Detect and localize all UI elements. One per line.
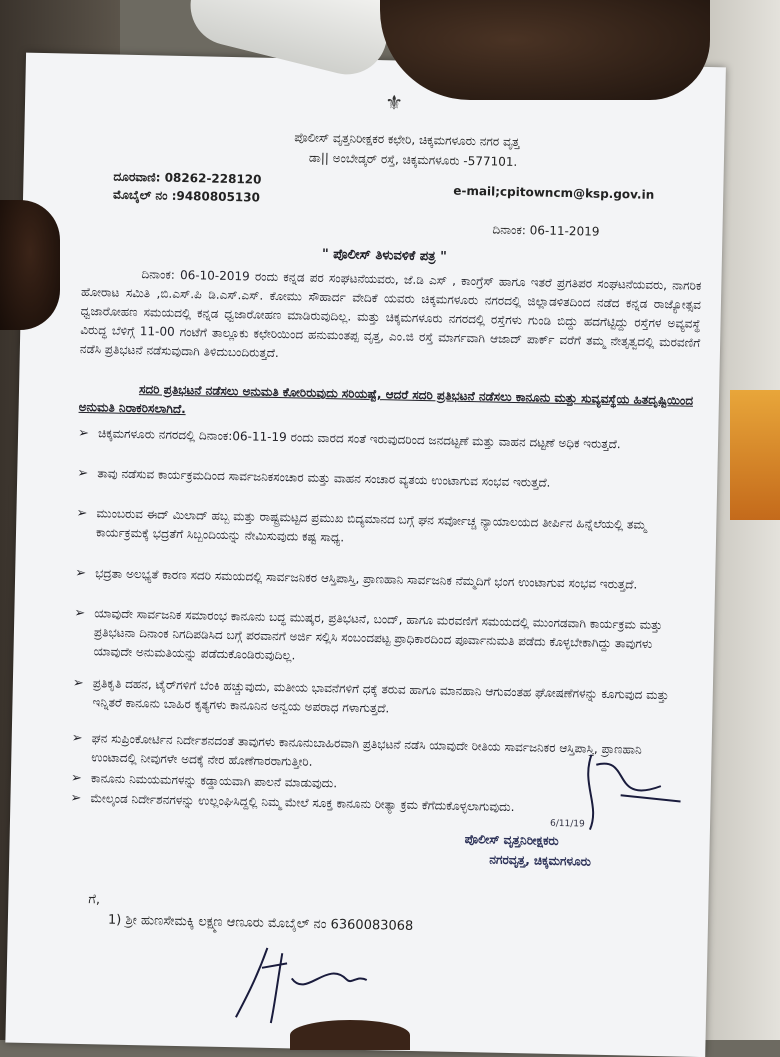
- denial-paragraph: ಸದರಿ ಪ್ರತಿಭಟನೆ ನಡೆಸಲು ಅನುಮತಿ ಕೋರಿರುವುದು ಸರಿಯಷ್ಟೆ, ಆದರೆ ಸದರಿ ಪ್ರತಿಭಟನೆ ನಡೆಸಲು ಕಾನೂನು ಮತ್ತು ಸುವ್ಯವಸ್ಥೆಯ ಹಿತದೃಷ್ಟಿಯಿಂದ ಅನುಮತಿ ನಿರಾಕರಿಸಲಾಗಿದೆ.: [78, 382, 694, 417]
- arrow-icon: ➢: [70, 790, 82, 806]
- point-5: ➢ ಯಾವುದೇ ಸಾರ್ವಜನಿಕ ಸಮಾರಂಭ ಕಾನೂನು ಬದ್ಧ ಮುಷ್ಕರ, ಪ್ರತಿಭಟನೆ, ಬಂದ್, ಹಾಗೂ ಮರವಣಿಗೆ ಸಮಯದಲ್ಲಿ ಮುಂಗಡವಾಗಿ ಕಾರ್ಯಕ್ರಮ ಮತ್ತು ಪ್ರತಿಭಟನಾ ದಿನಾಂಕ ನಿಗದಿಪಡಿಸಿದ ಬಗ್ಗೆ ಪರವಾನಗೆ ಅರ್ಜಿ ಸಲ್ಲಿಸಿ ಸಂಬಂದಪಟ್ಟ ಪ್ರಾಧಿಕಾರದಿಂದ ಪೂರ್ವಾನುಮತಿ ಪಡೆದು ಕೊಳ್ಳಬೇಕಾಗಿದ್ದು ತಾವುಗಳು ಯಾವುದೇ ಅನುಮತಿಯನ್ನು ಪಡೆದುಕೊಂಡಿರುವುದಿಲ್ಲ.: [74, 605, 663, 663]
- background-object: [730, 390, 780, 520]
- arrow-icon: ➢: [77, 465, 89, 482]
- point-7: ➢ ಘನ ಸುಪ್ರಿಂಕೋರ್ಟಿನ ನಿರ್ದೇಶನದಂತೆ ತಾವುಗಳು ಕಾನೂನುಬಾಹಿರವಾಗಿ ಪ್ರತಿಭಟನೆ ನಡೆಸಿ ಯಾವುದೇ ರೀತಿಯ ಸಾರ್ವಜನಿಕರ ಆಸ್ತಿಪಾಸ್ತಿ, ಪ್ರಾಣಹಾನಿ ಉಂಟಾದಲ್ಲಿ ನೀವುಗಳೇ ಅದಕ್ಕೆ ನೇರ ಹೊಣೆಗಾರರಾಗುತ್ತೀರಿ.: [71, 730, 642, 769]
- arrow-icon: ➢: [70, 770, 82, 786]
- signature-date: 6/11/19: [549, 818, 585, 830]
- thumb-left: [0, 200, 60, 330]
- intro-paragraph: ದಿನಾಂಕ: 06-10-2019 ರಂದು ಕನ್ನಡ ಪರ ಸಂಘಟನೆಯವರು, ಜೆ.ಡಿ ಎಸ್ , ಕಾಂಗ್ರೆಸ್ ಹಾಗೂ ಇತರೆ ಪ್ರಗತಿಪರ ಸಂಘಟನೆಯವರು, ನಾಗರಿಕ ಹೋರಾಟ ಸಮಿತಿ ,ಬಿ.ಎಸ್.ಪಿ ಡಿ.ಎಸ್.ಎಸ್. ಕೋಮು ಸೌಹಾರ್ದ ವೇದಿಕೆ ಯವರು ಚಿಕ್ಕಮಗಳೂರು ನಗರದಲ್ಲಿ ಜಿಲ್ಲಾಡಳಿತದಿಂದ ನಡೆದ ಕನ್ನಡ ರಾಜ್ಯೋತ್ಸವ ಧ್ವಜಾರೋಹಣ ಸಮಯದಲ್ಲಿ ಕನ್ನಡ ಧ್ವಜಾರೋಹಣ ಮಾಡಿರುವುದಿಲ್ಲ. ಮತ್ತು ಚಿಕ್ಕಮಗಳೂರು ನಗರದಲ್ಲಿ ರಸ್ತೆಗಳು ಗುಂಡಿ ಬಿದ್ದು ಹದಗೆಟ್ಟಿದ್ದು ರಸ್ತೆಗಳ ಅವ್ಯವಸ್ಥೆ ವಿರುದ್ಧ ಬೆಳಿಗ್ಗೆ 11-00 ಗಂಟೆಗೆ ತಾಲ್ಲೂಕು ಕಛೇರಿಯಿಂದ ಹನುಮಂತಪ್ಪ ವೃತ್ತ, ಎಂ.ಜಿ ರಸ್ತೆ ಮಾರ್ಗವಾಗಿ ಆಜಾದ್ ಪಾರ್ಕ್ ವರೆಗೆ ತಮ್ಮ ನೇತೃತ್ವದಲ್ಲಿ ಮರವಣಿಗೆ ನಡೆಸಿ ಪ್ರತಿಭಟನೆ ನಡೆಸುವುದಾಗಿ ತಿಳಿದುಬಂದಿರುತ್ತದೆ.: [79, 267, 702, 361]
- arrow-icon: ➢: [77, 425, 90, 442]
- office-name: ಪೊಲೀಸ್ ವೃತ್ತನಿರೀಕ್ಷಕರ ಕಛೇರಿ, ಚಿಕ್ಕಮಗಳೂರು ನಗರ ವೃತ್ತ: [294, 130, 520, 150]
- finger-bottom: [290, 1020, 410, 1050]
- signature-office: ನಗರವೃತ್ತ, ಚಿಕ್ಕಮಗಳೂರು: [489, 852, 591, 869]
- emblem-icon: ⚜: [384, 90, 404, 115]
- arrow-icon: ➢: [71, 730, 83, 747]
- point-3: ➢ ಮುಂಬರುವ ಈದ್ ಮಿಲಾದ್ ಹಬ್ಬ ಮತ್ತು ರಾಷ್ಟ್ರಮಟ್ಟದ ಪ್ರಮುಖ ಬಿದ್ಯಮಾನದ ಬಗ್ಗೆ ಘನ ಸರ್ವೋಚ್ಚ ನ್ಯಾಯಾಲಯದ ತೀರ್ಪಿನ ಹಿನ್ನೆಲೆಯಲ್ಲಿ ತಮ್ಮ ಕಾರ್ಯಕ್ರಮಕ್ಕೆ ಭದ್ರತೆಗೆ ಸಿಬ್ಬಂದಿಯನ್ನು ನೇಮಿಸುವುದು ಕಷ್ಟ ಸಾಧ್ಯ.: [76, 505, 647, 545]
- arrow-icon: ➢: [76, 505, 88, 522]
- recipient-signature: [226, 937, 378, 1030]
- point-4: ➢ ಭದ್ರತಾ ಅಲಭ್ಯತೆ ಕಾರಣ ಸದರಿ ಸಮಯದಲ್ಲಿ ಸಾರ್ವಜನಿಕರ ಆಸ್ತಿಪಾಸ್ತಿ, ಪ್ರಾಣಹಾನಿ ಸಾರ್ವಜನಿಕ ನೆಮ್ಮದಿಗೆ ಭಂಗ ಉಂಟಾಗುವ ಸಂಭವ ಇರುತ್ತದೆ.: [75, 565, 638, 592]
- letter-title: " ಪೊಲೀಸ್ ತಿಳುವಳಿಕೆ ಪತ್ರ ": [321, 246, 448, 265]
- point-9: ➢ ಮೇಲ್ಕಂಡ ನಿರ್ದೇಶನಗಳನ್ನು ಉಲ್ಲಂಘಿಸಿದ್ದಲ್ಲಿ ನಿಮ್ಮ ಮೇಲೆ ಸೂಕ್ತ ಕಾನೂನು ರೀತ್ಯಾ ಕ್ರಮ ಕೆಗೆದುಕೊಳ್ಳಲಾಗುವುದು.: [70, 790, 515, 815]
- to-label: ಗೆ,: [88, 892, 101, 908]
- arrow-icon: ➢: [72, 675, 84, 692]
- arrow-icon: ➢: [74, 605, 86, 622]
- point-8: ➢ ಕಾನೂನು ನಿಮಯಮಗಳನ್ನು ಕಡ್ಡಾಯವಾಗಿ ಪಾಲನೆ ಮಾಡುವುದು.: [70, 770, 338, 791]
- point-6: ➢ ಪ್ರತಿಕೃತಿ ದಹನ, ಟೈರ್‌ಗಳಿಗೆ ಬೆಂಕಿ ಹಚ್ಚುವುದು, ಮತೀಯ ಭಾವನೆಗಳಿಗೆ ಧಕ್ಕೆ ತರುವ ಹಾಗೂ ಮಾನಹಾನಿ ಆಗುವಂತಹ ಘೋಷಣೆಗಳನ್ನು ಕೂಗುವುದ ಮತ್ತು ಇನ್ನಿತರೆ ಕಾನೂನು ಬಾಹಿರ ಕೃತ್ಯಗಳು ಕಾನೂನಿನ ಅನ್ವಯ ಅಪರಾಧ ಗಳಾಗುತ್ತದೆ.: [72, 675, 669, 716]
- officer-signature: [570, 744, 692, 836]
- hand-top: [380, 0, 710, 100]
- signature-designation: ಪೊಲೀಸ್ ವೃತ್ತನಿರೀಕ್ಷಕರು: [464, 832, 559, 848]
- letter-paper: [5, 53, 726, 1057]
- letter-date: ದಿನಾಂಕ: 06-11-2019: [492, 222, 600, 239]
- mobile-number: ಮೊಬೈಲ್ ನಂ :9480805130: [112, 187, 261, 205]
- office-address: ಡಾ|| ಅಂಬೇಡ್ಕರ್ ರಸ್ತೆ, ಚಿಕ್ಕಮಗಳೂರು -577101.: [308, 150, 518, 169]
- point-1: ➢ ಚಿಕ್ಕಮಗಳೂರು ನಗರದಲ್ಲಿ ದಿನಾಂಕ:06-11-19 ರಂದು ವಾರದ ಸಂತೆ ಇರುವುದರಿಂದ ಜನದಟ್ಟಣೆ ಮತ್ತು ವಾಹನ ದಟ್ಟಣೆ ಅಧಿಕ ಇರುತ್ತದೆ.: [77, 425, 621, 452]
- arrow-icon: ➢: [75, 565, 87, 582]
- recipient-line: 1) ಶ್ರೀ ಹುಣಸೇಮಕ್ಕಿ ಲಕ್ಷ್ಮಣ ಆಣೂರು ಮೊಬೈಲ್ ನಂ 6360083068: [107, 912, 414, 934]
- phone-number: ದೂರವಾಣಿ: 08262-228120: [113, 169, 262, 187]
- point-2: ➢ ತಾವು ನಡೆಸುವ ಕಾರ್ಯಕ್ರಮದಿಂದ ಸಾರ್ವಜನಿಕಸಂಚಾರ ಮತ್ತು ವಾಹನ ಸಂಚಾರ ವ್ಯತಯ ಉಂಟಾಗುವ ಸಂಭವ ಇರುತ್ತದೆ.: [77, 465, 551, 490]
- email: e-mail;cpitowncm@ksp.gov.in: [453, 183, 655, 202]
